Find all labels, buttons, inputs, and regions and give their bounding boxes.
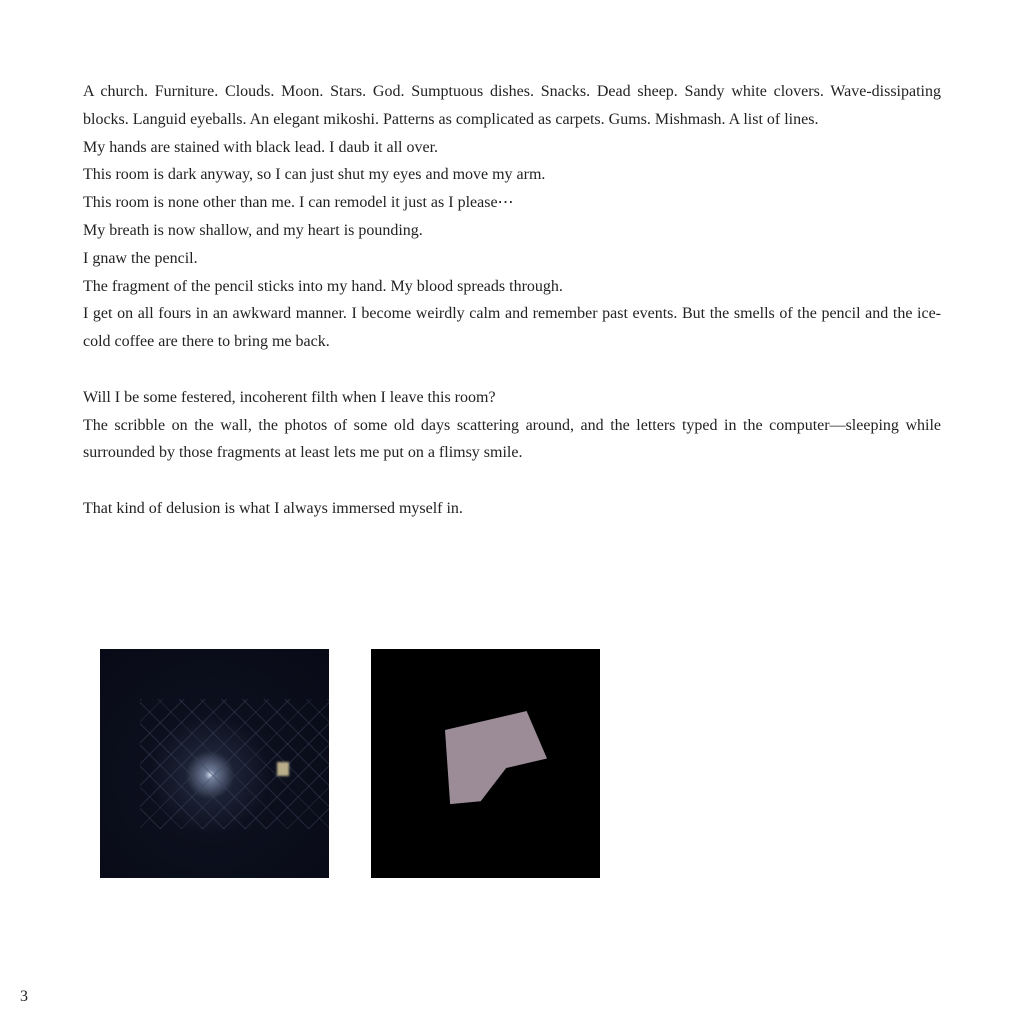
- paragraph: I gnaw the pencil.: [83, 249, 198, 267]
- paragraph: My hands are stained with black lead. I daub it all over.: [83, 138, 439, 156]
- spacer: [83, 356, 941, 384]
- spacer: [83, 467, 941, 495]
- paragraph: The fragment of the pencil sticks into my hand. My blood spreads through.: [83, 277, 563, 295]
- paragraph: My breath is now shallow, and my heart is pounding.: [83, 221, 423, 239]
- paragraph: A church. Furniture. Clouds. Moon. Stars. God. Sumptuous dishes. Snacks. Dead sheep. Sandy white clovers. Wave-dissipating blocks. Languid eyeballs. An elegant mikoshi. Patterns as complicated as carpets. Gums. Mishmash. A list of lines.: [83, 83, 941, 128]
- distant-light: [277, 762, 289, 776]
- paragraph: I get on all fours in an awkward manner. I become weirdly calm and remember past events. But the smells of the pencil and the ice-cold coffee are there to bring me back.: [83, 305, 941, 351]
- paragraph: This room is none other than me. I can remodel it just as I please⋯: [83, 194, 514, 212]
- photo-trees-sky: [371, 649, 600, 878]
- page-number: 3: [20, 988, 28, 1005]
- sky-opening: [445, 711, 547, 806]
- paragraph: Will I be some festered, incoherent filth when I leave this room?: [83, 388, 496, 406]
- paragraph: This room is dark anyway, so I can just shut my eyes and move my arm.: [83, 166, 546, 184]
- paragraph: The scribble on the wall, the photos of some old days scattering around, and the letters typed in the computer—sleeping while surrounded by those fragments at least lets me put on a flimsy smile.: [83, 416, 941, 462]
- fence-pattern: [140, 699, 329, 829]
- photo-night-fence-moon: [100, 649, 329, 878]
- body-text: [83, 78, 941, 523]
- paragraph: That kind of delusion is what I always immersed myself in.: [83, 499, 463, 517]
